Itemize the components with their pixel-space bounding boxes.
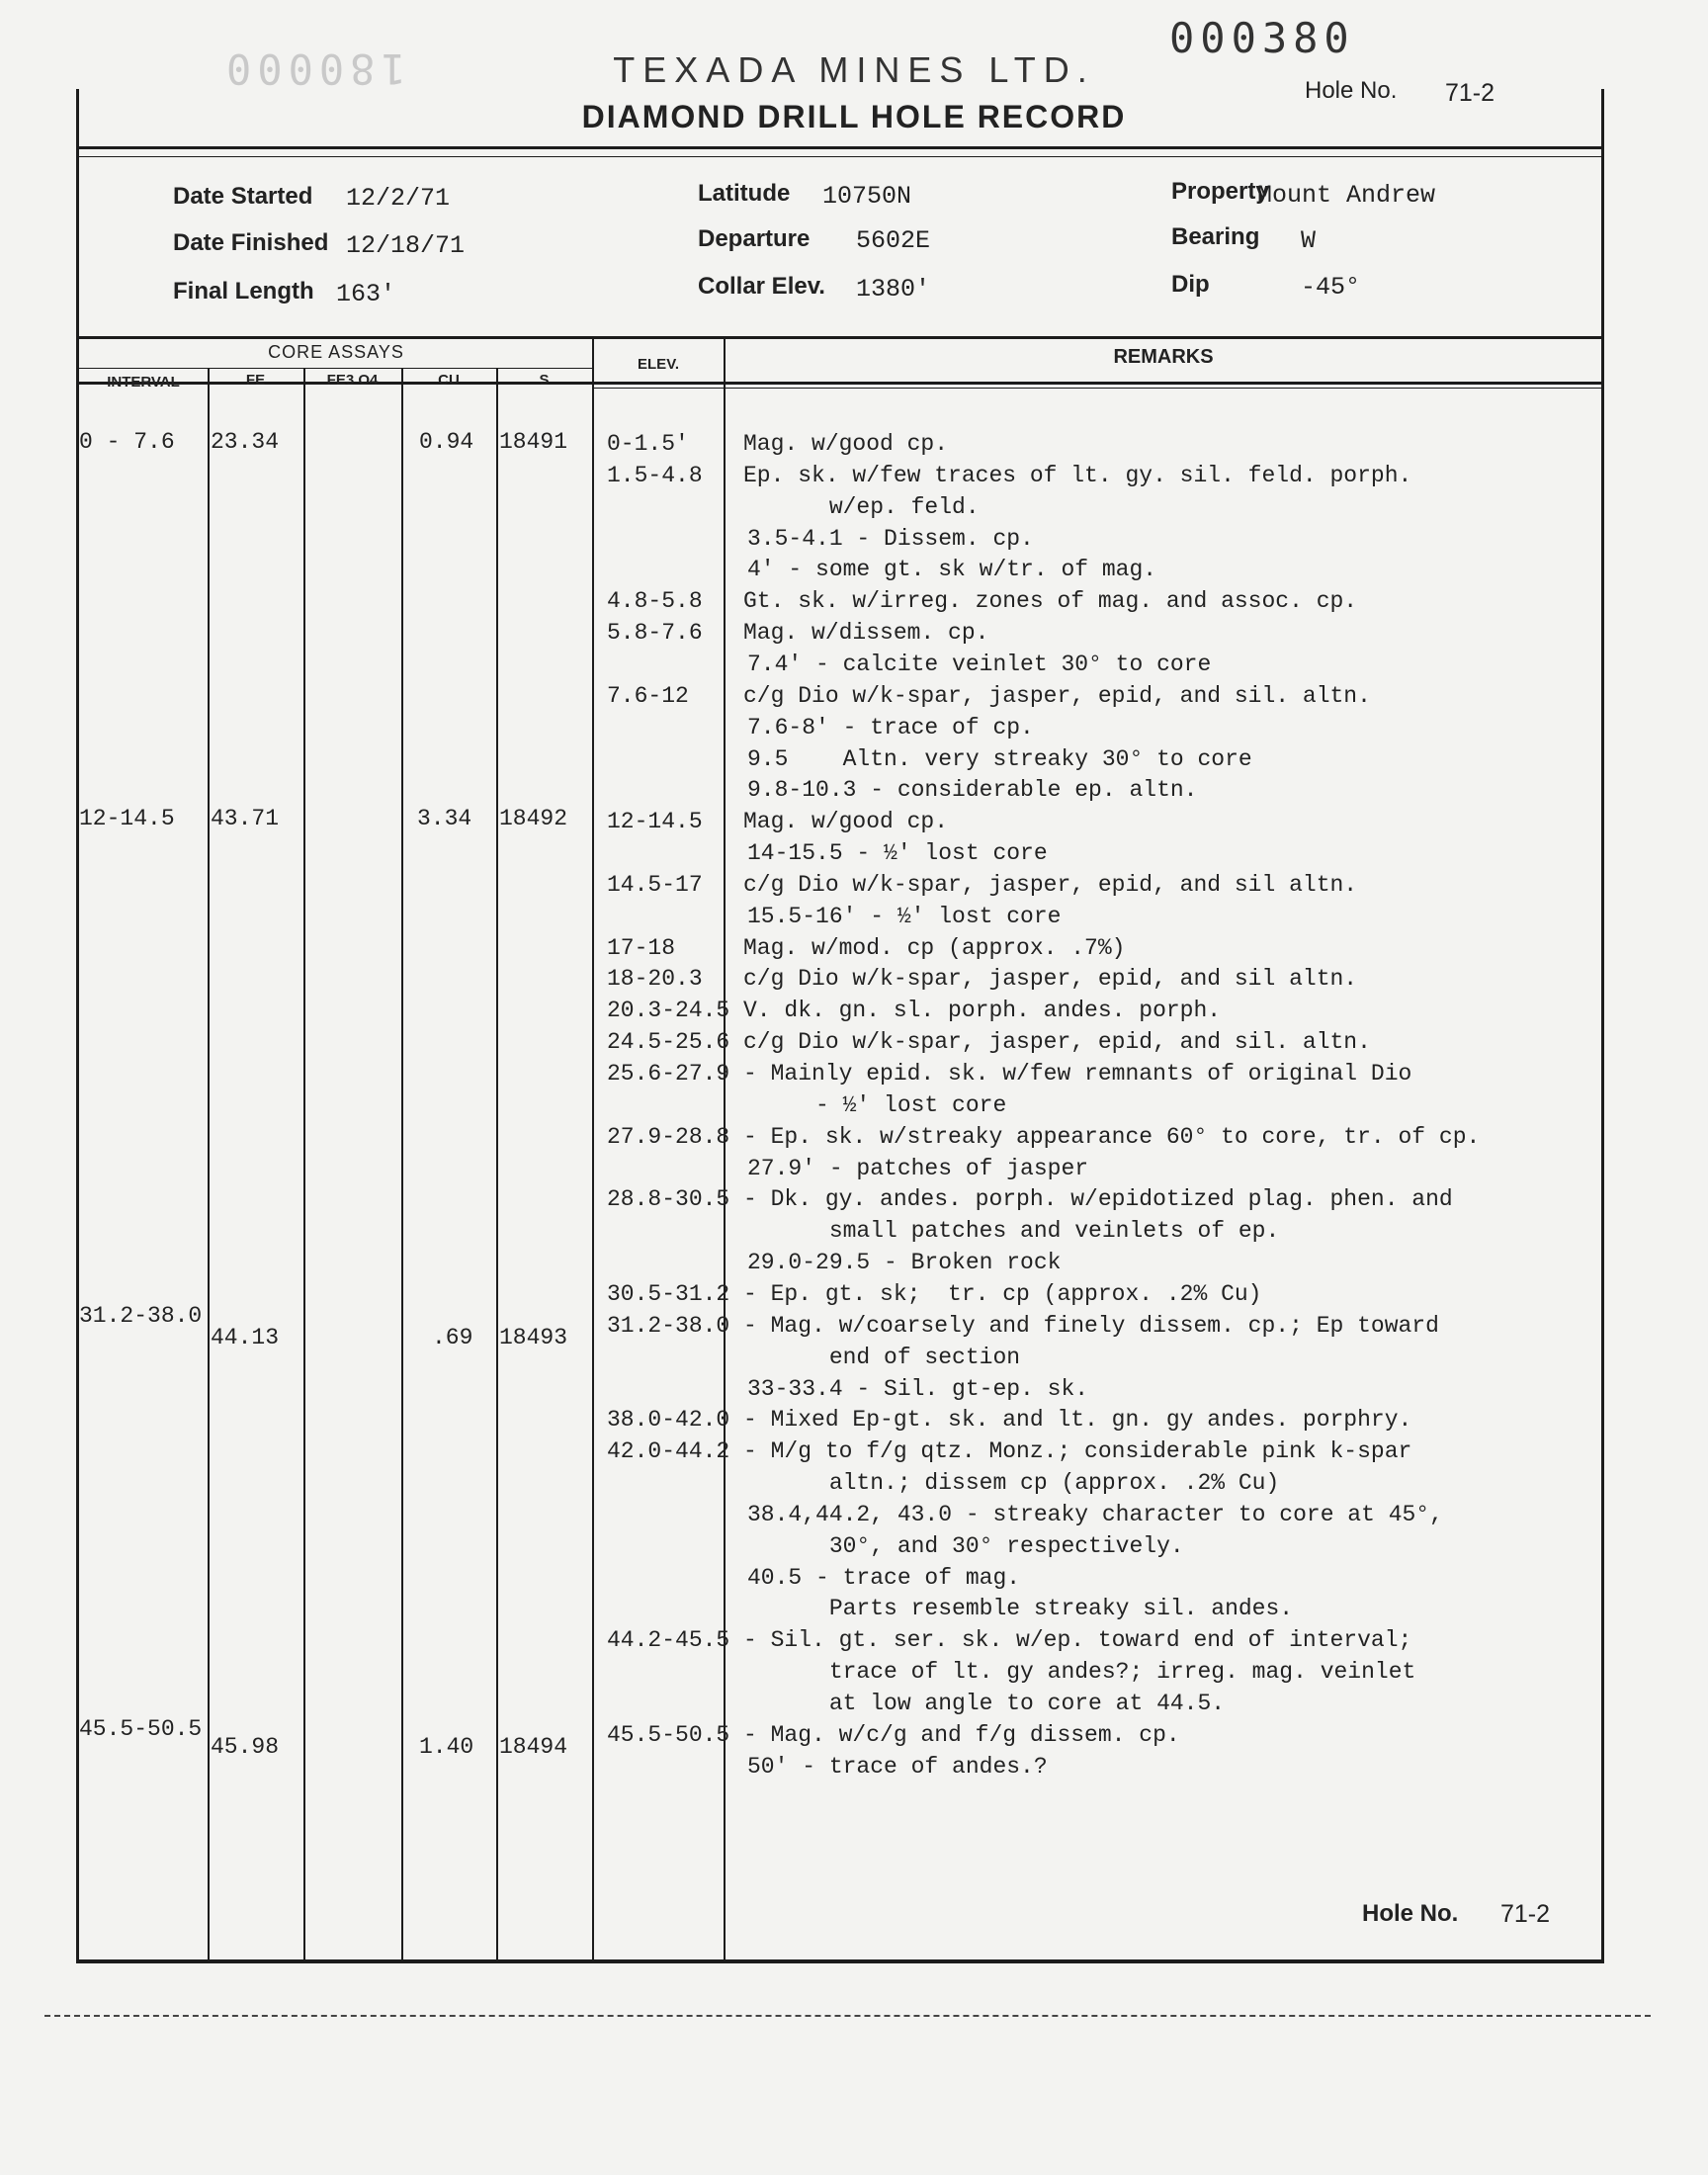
- log-remark: Mag. w/dissem. cp.: [743, 620, 989, 646]
- log-remark: end of section: [747, 1345, 1021, 1370]
- log-remark: - ½' lost core: [747, 1092, 1007, 1118]
- date-finished-value: 12/18/71: [346, 231, 466, 260]
- assay-interval: 0 - 7.6: [79, 429, 175, 455]
- elev-header: ELEV.: [638, 356, 679, 373]
- log-remark: at low angle to core at 44.5.: [747, 1691, 1226, 1716]
- log-elevation: 14.5-17: [607, 872, 703, 898]
- log-elevation: 18-20.3: [607, 966, 703, 992]
- property-value: Mount Andrew: [1257, 181, 1436, 210]
- info-bottom-rule: [77, 336, 1603, 339]
- log-elevation: 17-18: [607, 935, 676, 961]
- log-remark: 9.5 Altn. very streaky 30° to core: [747, 746, 1252, 772]
- log-elevation: 20.3-24.5: [607, 998, 730, 1023]
- assay-s: 18494: [499, 1734, 568, 1760]
- log-remark: Mag. w/good cp.: [743, 809, 949, 834]
- dip-label: Dip: [1171, 271, 1210, 298]
- assay-s: 18491: [499, 429, 568, 455]
- log-remark: Parts resemble streaky sil. andes.: [747, 1596, 1294, 1621]
- collar-elev-value: 1380': [856, 275, 931, 304]
- assay-fe: 44.13: [211, 1325, 280, 1350]
- log-remark: V. dk. gn. sl. porph. andes. porph.: [743, 998, 1222, 1023]
- log-elevation: 42.0-44.2: [607, 1438, 730, 1464]
- col-divider-interval: [208, 368, 210, 1961]
- assay-cu: .69: [432, 1325, 473, 1350]
- log-remark: 14-15.5 - ½' lost core: [747, 840, 1048, 866]
- footer-hole-number-label: Hole No.: [1362, 1900, 1459, 1927]
- log-remark: 7.6-8' - trace of cp.: [747, 715, 1034, 740]
- log-remark: 33-33.4 - Sil. gt-ep. sk.: [747, 1376, 1089, 1402]
- collar-elev-label: Collar Elev.: [698, 273, 825, 300]
- col-divider-fe: [303, 368, 305, 1961]
- faded-document-number-stamp: 180000: [220, 44, 406, 93]
- log-elevation: 7.6-12: [607, 683, 689, 709]
- table-header-rule-lower: [593, 388, 1601, 389]
- log-remark: 30°, and 30° respectively.: [747, 1533, 1184, 1559]
- s-header: S: [539, 372, 550, 389]
- log-remark: c/g Dio w/k-spar, jasper, epid, and sil. altn.: [743, 683, 1371, 709]
- final-length-value: 163': [336, 280, 396, 308]
- log-remark: Mag. w/mod. cp (approx. .7%): [743, 935, 1126, 961]
- assay-fe: 23.34: [211, 429, 280, 455]
- log-elevation: 5.8-7.6: [607, 620, 703, 646]
- log-remark: - Ep. gt. sk; tr. cp (approx. .2% Cu): [743, 1281, 1262, 1307]
- log-elevation: 4.8-5.8: [607, 588, 703, 614]
- log-elevation: 0-1.5': [607, 431, 689, 457]
- assay-fe: 45.98: [211, 1734, 280, 1760]
- date-started-label: Date Started: [173, 183, 313, 210]
- log-remark: w/ep. feld.: [747, 494, 980, 520]
- latitude-label: Latitude: [698, 180, 791, 207]
- core-assays-header: CORE ASSAYS: [268, 342, 404, 362]
- log-remark: 7.4' - calcite veinlet 30° to core: [747, 652, 1212, 677]
- col-divider-elev: [724, 339, 726, 1961]
- footer-hole-number-value: 71-2: [1500, 1900, 1551, 1928]
- log-remark: 4' - some gt. sk w/tr. of mag.: [747, 557, 1157, 582]
- assay-cu: 0.94: [419, 429, 474, 455]
- assay-cu: 1.40: [419, 1734, 474, 1760]
- log-remark: 27.9' - patches of jasper: [747, 1156, 1089, 1181]
- log-elevation: 12-14.5: [607, 809, 703, 834]
- interval-header: INTERVAL: [107, 374, 180, 391]
- fe-header: FE: [245, 372, 266, 389]
- hole-number-label: Hole No.: [1305, 77, 1398, 104]
- col-divider-cu: [496, 368, 498, 1961]
- log-elevation: 28.8-30.5: [607, 1186, 730, 1212]
- log-remark: 15.5-16' - ½' lost core: [747, 904, 1062, 929]
- log-elevation: 25.6-27.9: [607, 1061, 730, 1087]
- log-elevation: 1.5-4.8: [607, 463, 703, 488]
- log-remark: Mag. w/good cp.: [743, 431, 949, 457]
- log-remark: small patches and veinlets of ep.: [747, 1218, 1280, 1244]
- date-started-value: 12/2/71: [346, 184, 451, 213]
- frame-top-rule-thin: [77, 156, 1603, 157]
- departure-value: 5602E: [856, 226, 931, 255]
- latitude-value: 10750N: [822, 182, 912, 211]
- log-remark: - M/g to f/g qtz. Monz.; considerable pink k-spar: [743, 1438, 1412, 1464]
- col-divider-fe3o4: [401, 368, 403, 1961]
- log-remark: 40.5 - trace of mag.: [747, 1565, 1021, 1591]
- final-length-label: Final Length: [173, 278, 314, 304]
- log-remark: 3.5-4.1 - Dissem. cp.: [747, 526, 1034, 552]
- remarks-header: REMARKS: [1113, 346, 1214, 368]
- log-remark: c/g Dio w/k-spar, jasper, epid, and sil altn.: [743, 966, 1358, 992]
- company-name: TEXADA MINES LTD.: [613, 49, 1095, 90]
- hole-number-value: 71-2: [1445, 79, 1495, 107]
- log-elevation: 24.5-25.6: [607, 1029, 730, 1055]
- assay-fe: 43.71: [211, 806, 280, 831]
- col-divider-s: [592, 339, 594, 1961]
- log-elevation: 27.9-28.8: [607, 1124, 730, 1150]
- document-number-stamp: 000380: [1169, 14, 1355, 62]
- log-remark: trace of lt. gy andes?; irreg. mag. veinlet: [747, 1659, 1416, 1685]
- log-remark: - Dk. gy. andes. porph. w/epidotized plag. phen. and: [743, 1186, 1453, 1212]
- log-remark: - Mixed Ep-gt. sk. and lt. gn. gy andes. porphry.: [743, 1407, 1412, 1433]
- log-remark: altn.; dissem cp (approx. .2% Cu): [747, 1470, 1280, 1496]
- log-remark: 9.8-10.3 - considerable ep. altn.: [747, 777, 1198, 803]
- log-remark: Ep. sk. w/few traces of lt. gy. sil. feld. porph.: [743, 463, 1412, 488]
- log-elevation: 38.0-42.0: [607, 1407, 730, 1433]
- bearing-label: Bearing: [1171, 223, 1260, 250]
- assay-s: 18493: [499, 1325, 568, 1350]
- log-remark: 29.0-29.5 - Broken rock: [747, 1250, 1062, 1275]
- log-remark: - Sil. gt. ser. sk. w/ep. toward end of interval;: [743, 1627, 1412, 1653]
- assay-interval: 12-14.5: [79, 806, 175, 831]
- page-title: DIAMOND DRILL HOLE RECORD: [581, 99, 1127, 134]
- property-label: Property: [1171, 178, 1269, 205]
- frame-right: [1601, 89, 1604, 1962]
- log-remark: 38.4,44.2, 43.0 - streaky character to core at 45°,: [747, 1502, 1443, 1527]
- assay-cu: 3.34: [417, 806, 472, 831]
- log-remark: - Mag. w/c/g and f/g dissem. cp.: [743, 1722, 1180, 1748]
- log-elevation: 31.2-38.0: [607, 1313, 730, 1339]
- departure-label: Departure: [698, 225, 811, 252]
- bearing-value: W: [1301, 226, 1317, 255]
- assay-interval: 31.2-38.0: [79, 1303, 203, 1329]
- log-elevation: 30.5-31.2: [607, 1281, 730, 1307]
- log-remark: Gt. sk. w/irreg. zones of mag. and assoc. cp.: [743, 588, 1358, 614]
- log-remark: c/g Dio w/k-spar, jasper, epid, and sil altn.: [743, 872, 1358, 898]
- log-elevation: 45.5-50.5: [607, 1722, 730, 1748]
- assay-interval: 45.5-50.5: [79, 1716, 203, 1742]
- log-remark: 50' - trace of andes.?: [747, 1754, 1048, 1780]
- dip-value: -45°: [1301, 273, 1361, 302]
- log-remark: - Mainly epid. sk. w/few remnants of original Dio: [743, 1061, 1412, 1087]
- log-remark: - Mag. w/coarsely and finely dissem. cp.; Ep toward: [743, 1313, 1439, 1339]
- cu-header: CU: [438, 372, 460, 389]
- date-finished-label: Date Finished: [173, 229, 329, 256]
- log-remark: - Ep. sk. w/streaky appearance 60° to core, tr. of cp.: [743, 1124, 1481, 1150]
- frame-left: [76, 89, 79, 1962]
- log-remark: c/g Dio w/k-spar, jasper, epid, and sil. altn.: [743, 1029, 1371, 1055]
- assay-s: 18492: [499, 806, 568, 831]
- fe3o4-header: FE3 O4: [326, 372, 379, 389]
- core-assays-rule: [77, 368, 593, 369]
- bottom-dashed-rule: [44, 2015, 1651, 2017]
- frame-top-rule: [77, 146, 1603, 149]
- log-elevation: 44.2-45.5: [607, 1627, 730, 1653]
